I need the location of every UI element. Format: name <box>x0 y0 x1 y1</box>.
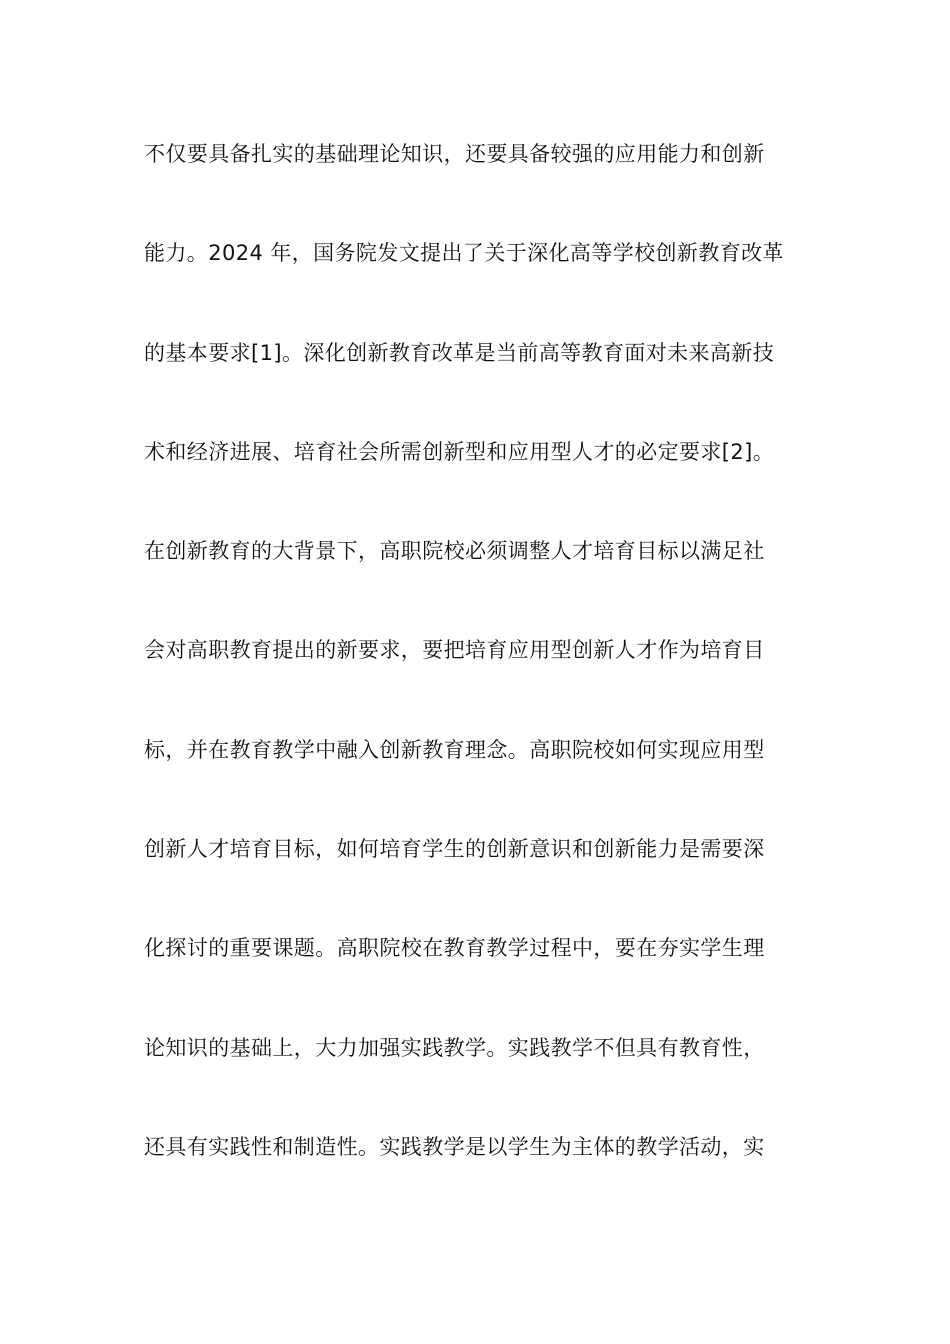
text-line: 会对高职教育提出的新要求，要把培育应用型创新人才作为培育目 <box>144 638 765 663</box>
text-line: 标，并在教育教学中融入创新教育理念。高职院校如何实现应用型 <box>144 737 765 762</box>
text-line: 能力。2024 年，国务院发文提出了关于深化高等学校创新教育改革 <box>144 241 784 266</box>
text-line: 创新人才培育目标，如何培育学生的创新意识和创新能力是需要深 <box>144 837 765 862</box>
text-line: 论知识的基础上，大力加强实践教学。实践教学不但具有教育性， <box>144 1035 765 1060</box>
text-line: 化探讨的重要课题。高职院校在教育教学过程中，要在夯实学生理 <box>144 936 765 961</box>
text-line: 术和经济进展、培育社会所需创新型和应用型人才的必定要求[2]。 <box>144 439 775 464</box>
text-line: 的基本要求[1]。深化创新教育改革是当前高等教育面对未来高新技 <box>144 340 775 365</box>
text-line: 还具有实践性和制造性。实践教学是以学生为主体的教学活动，实 <box>144 1134 765 1159</box>
text-line: 在创新教育的大背景下，高职院校必须调整人才培育目标以满足社 <box>144 539 765 564</box>
text-line: 不仅要具备扎实的基础理论知识，还要具备较强的应用能力和创新 <box>144 142 765 166</box>
body-paragraph <box>144 132 814 1224</box>
